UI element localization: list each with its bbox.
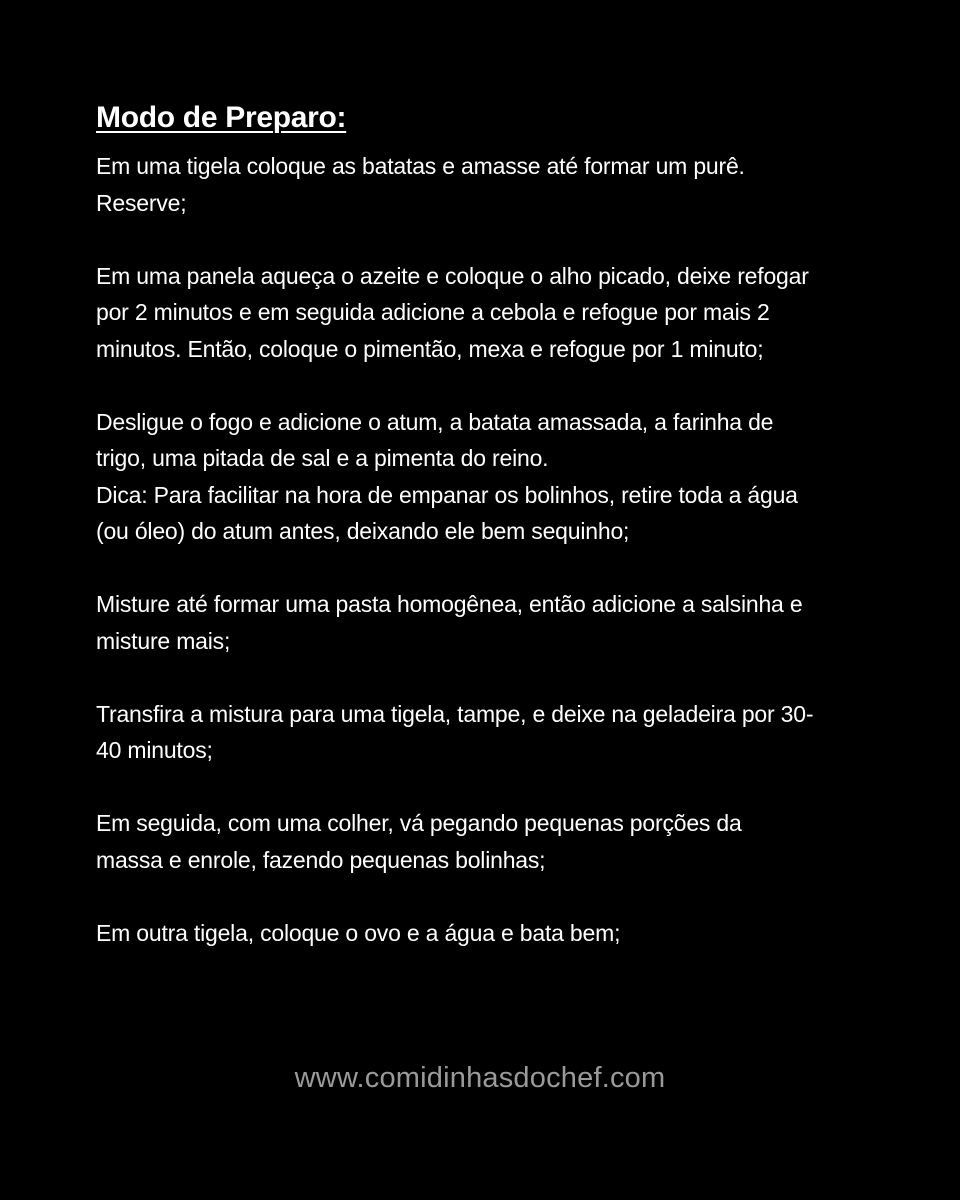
preparation-step (96, 696, 876, 769)
preparation-step (96, 586, 876, 659)
step-text-line: Em uma panela aqueça o azeite e coloque o alho picado, deixe refogar (96, 262, 809, 289)
preparation-step (96, 805, 876, 878)
section-title: Modo de Preparo: (96, 101, 347, 134)
preparation-step (96, 404, 876, 550)
preparation-step (96, 915, 876, 952)
step-text-line: Desligue o fogo e adicione o atum, a batata amassada, a farinha de (96, 408, 774, 435)
step-text-line: misture mais; (96, 627, 231, 654)
recipe-content (96, 94, 876, 988)
step-text-line: por 2 minutos e em seguida adicione a cebola e refogue por mais 2 (96, 299, 770, 325)
step-text-line: Em uma tigela coloque as batatas e amasse até formar um purê. (96, 153, 745, 179)
step-text-line: massa e enrole, fazendo pequenas bolinhas; (96, 846, 546, 873)
step-text-line: (ou óleo) do atum antes, deixando ele bem sequinho; (96, 518, 630, 544)
step-text-line: trigo, uma pitada de sal e a pimenta do reino. (96, 445, 549, 471)
step-text-line: Em seguida, com uma colher, vá pegando pequenas porções da (96, 810, 742, 836)
step-text-line: Reserve; (96, 189, 187, 216)
step-text-line: minutos. Então, coloque o pimentão, mexa e refogue por 1 minuto; (96, 335, 764, 362)
preparation-step (96, 148, 876, 221)
website-url: www.comidinhasdochef.com (294, 1062, 666, 1094)
step-text-line: Transfira a mistura para uma tigela, tampe, e deixe na geladeira por 30- (96, 700, 814, 727)
step-text-line: 40 minutos; (96, 737, 213, 763)
preparation-steps (96, 148, 876, 951)
step-text-line: Em outra tigela, coloque o ovo e a água e bata bem; (96, 919, 621, 946)
step-text-line: Dica: Para facilitar na hora de empanar os bolinhos, retire toda a água (96, 481, 798, 508)
step-text-line: Misture até formar uma pasta homogênea, então adicione a salsinha e (96, 591, 803, 617)
preparation-step (96, 258, 876, 368)
